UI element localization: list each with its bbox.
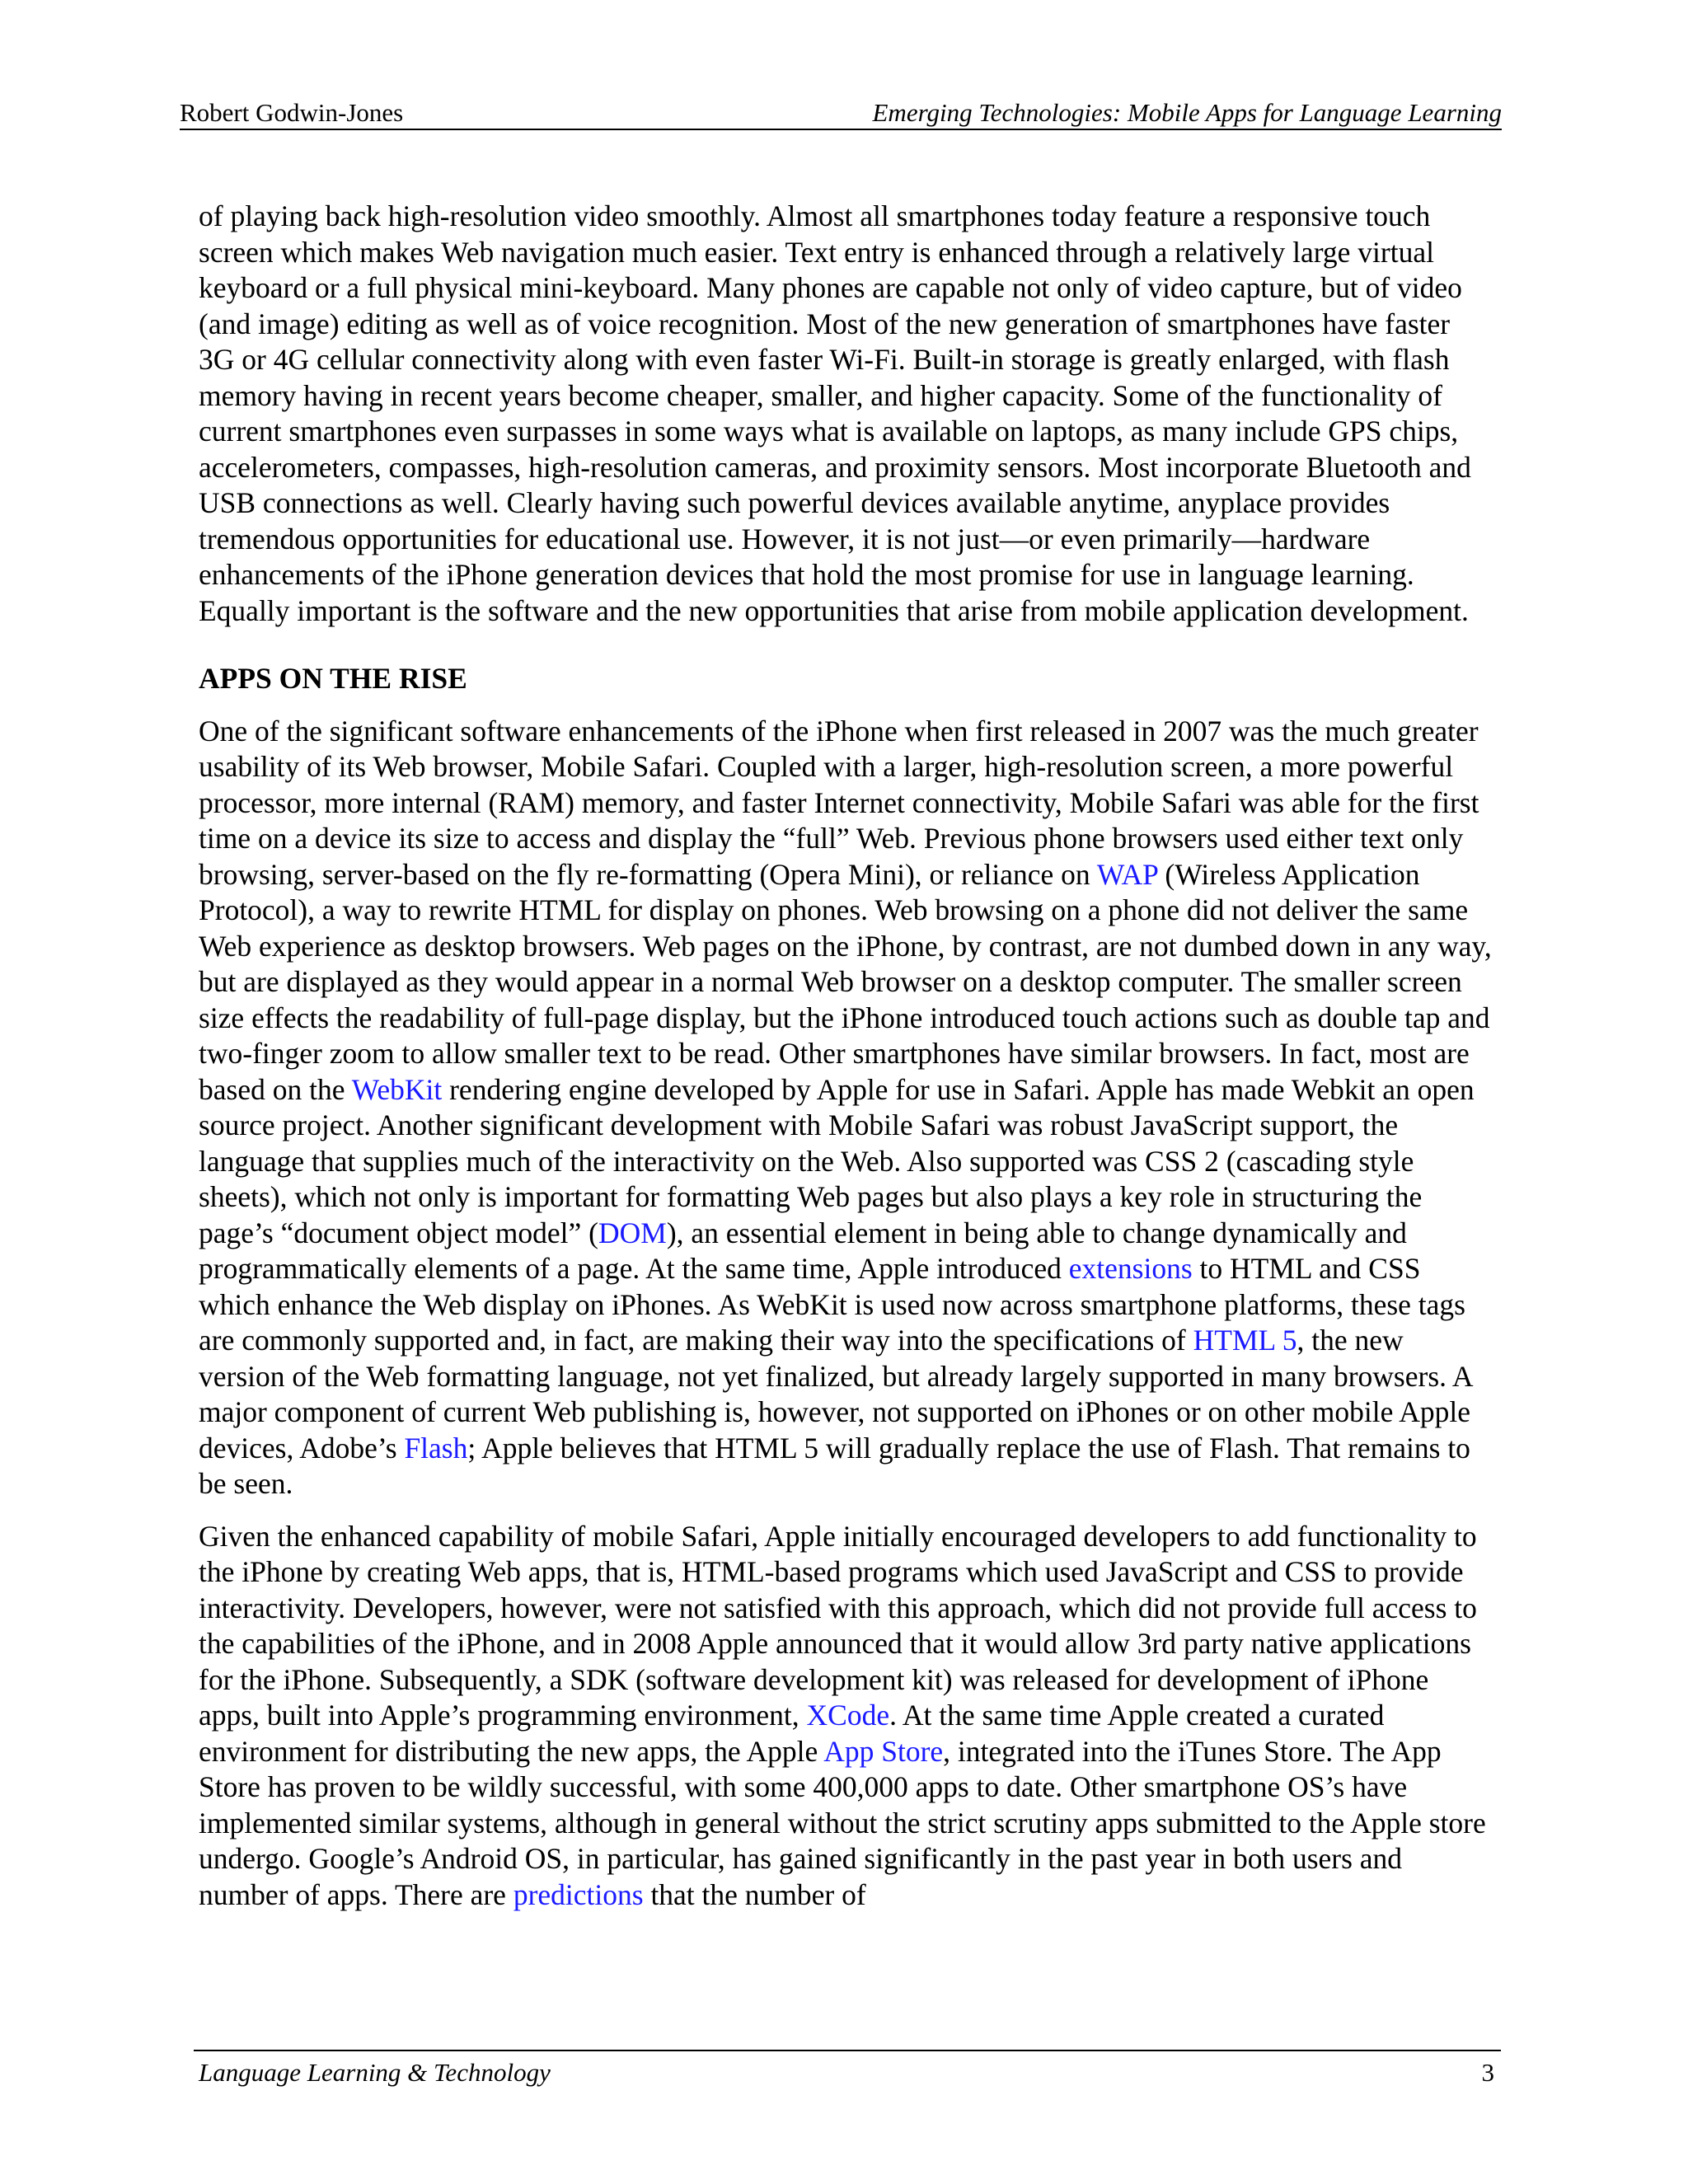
paragraph-3 bbox=[199, 1519, 1493, 1914]
link-flash[interactable]: Flash bbox=[404, 1431, 468, 1465]
text-span: Given the enhanced capability of mobile Safari, Apple initially encouraged developers to add functionality to the iPhone by creating Web apps, that is, HTML-based programs which used JavaScript and CSS to provide interactivity. Developers, however, were not satisfied with this approach, which did not provide full access to the capabilities of the iPhone, and in 2008 Apple announced that it would allow 3rd party native applications for the iPhone. Subsequently, a SDK (software development kit) was released for development of iPhone apps, built into Apple’s programming environment, bbox=[199, 1519, 1477, 1732]
text-span: ; Apple believes that HTML 5 will gradually replace the use of Flash. That remains to be seen. bbox=[199, 1431, 1470, 1500]
paragraph-1: of playing back high-resolution video smoothly. Almost all smartphones today feature a responsive touch screen which makes Web navigation much easier. Text entry is enhanced through a relatively large virtual keyboard or a full physical mini-keyboard. Many phones are capable not only of video capture, but of video (and image) editing as well as of voice recognition. Most of the new generation of smartphones have faster 3G or 4G cellular connectivity along with even faster Wi-Fi. Built-in storage is greatly enlarged, with flash memory having in recent years become cheaper, smaller, and higher capacity. Some of the functionality of current smartphones even surpasses in some ways what is available on laptops, as many include GPS chips, accelerometers, compasses, high-resolution cameras, and proximity sensors. Most incorporate Bluetooth and USB connections as well. Clearly having such powerful devices available anytime, anyplace provides tremendous opportunities for educational use. However, it is not just—or even primarily—hardware enhancements of the iPhone generation devices that hold the most promise for use in language learning. Equally important is the software and the new opportunities that arise from mobile application development. bbox=[199, 199, 1471, 627]
link-wap[interactable]: WAP bbox=[1096, 857, 1158, 891]
page-footer bbox=[194, 2050, 1501, 2087]
link-html5[interactable]: HTML 5 bbox=[1193, 1324, 1297, 1357]
link-xcode[interactable]: XCode bbox=[806, 1699, 890, 1732]
text-span: rendering engine developed by Apple for use in Safari. Apple has made Webkit an open source project. Another significant development with Mobile Safari was robust JavaScript support, the language that supplies much of the interactivity on the Web. Also supported was CSS 2 (cascading style sheets), which not only is important for formatting Web pages but also plays a key role in structuring the page’s “document object model” ( bbox=[199, 1072, 1475, 1249]
header-author: Robert Godwin-Jones bbox=[180, 98, 404, 127]
text-span: , the new version of the Web formatting language, not yet finalized, but already largely supported in many browsers. A major component of current Web publishing is, however, not supported on iPhones or on other mobile Apple devices, Adobe’s bbox=[199, 1324, 1472, 1465]
link-dom[interactable]: DOM bbox=[598, 1216, 667, 1249]
text-span: . At the same time Apple created a curated environment for distributing the new apps, the Apple bbox=[199, 1699, 1385, 1768]
text-span: that the number of bbox=[643, 1877, 866, 1911]
text-span: to HTML and CSS which enhance the Web display on iPhones. As WebKit is used now across smartphone platforms, these tags are commonly supported and, in fact, are making their way into the specifications of bbox=[199, 1252, 1465, 1357]
link-extensions[interactable]: extensions bbox=[1068, 1252, 1193, 1285]
page-number: 3 bbox=[1481, 2058, 1494, 2087]
text-span: ), an essential element in being able to change dynamically and programmatically elements of a page. At the same time, Apple introduced bbox=[199, 1216, 1407, 1285]
link-predictions[interactable]: predictions bbox=[513, 1877, 644, 1911]
running-header bbox=[180, 97, 1502, 130]
article-body bbox=[199, 199, 1493, 1913]
section-heading: APPS ON THE RISE bbox=[199, 662, 467, 695]
link-app-store[interactable]: App Store bbox=[823, 1734, 944, 1768]
text-span: (Wireless Application Protocol), a way to rewrite HTML for display on phones. Web browsing on a phone did not deliver the same Web experience as desktop browsers. Web pages on the iPhone, by contrast, are not dumbed down in any way, but are displayed as they would appear in a normal Web browser on a desktop computer. The smaller screen size effects the readability of full-page display, but the iPhone introduced touch actions such as double tap and two-finger zoom to allow smaller text to be read. Other smartphones have similar browsers. In fact, most are based on the bbox=[199, 857, 1492, 1106]
text-span: , integrated into the iTunes Store. The App Store has proven to be wildly successful, with some 400,000 apps to date. Other smartphone OS’s have implemented similar systems, although in general without the strict scrutiny apps submitted to the Apple store undergo. Google’s Android OS, in particular, has gained significantly in the past year in both users and number of apps. There are bbox=[199, 1734, 1486, 1911]
paragraph-2 bbox=[199, 714, 1493, 1502]
text-span: One of the significant software enhancements of the iPhone when first released in 2007 was the much greater usability of its Web browser, Mobile Safari. Coupled with a larger, high-resolution screen, a more powerful processor, more internal (RAM) memory, and faster Internet connectivity, Mobile Safari was able for the first time on a device its size to access and display the “full” Web. Previous phone browsers used either text only browsing, server-based on the fly re-formatting (Opera Mini), or reliance on bbox=[199, 714, 1479, 891]
link-webkit[interactable]: WebKit bbox=[351, 1072, 443, 1106]
header-title: Emerging Technologies: Mobile Apps for Language Learning bbox=[872, 98, 1502, 127]
footer-journal-name: Language Learning & Technology bbox=[199, 2058, 551, 2087]
